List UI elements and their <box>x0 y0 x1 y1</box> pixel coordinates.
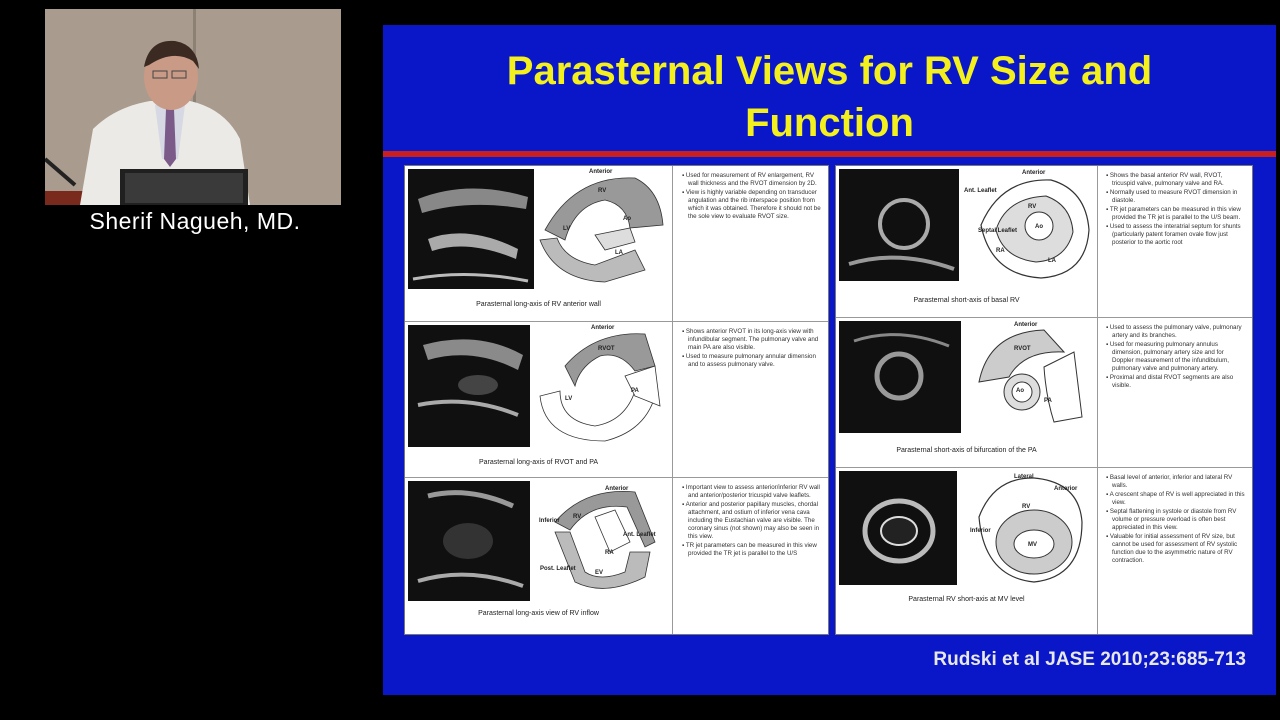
diagram-label: Inferior <box>970 528 991 534</box>
description-cell <box>1097 166 1252 317</box>
table-row <box>405 478 828 634</box>
echo-scan <box>408 169 534 289</box>
table-row <box>836 318 1252 468</box>
left-views-table <box>404 165 829 635</box>
diagram-label: Anterior <box>589 169 613 175</box>
bullet-item: ▪ A crescent shape of RV is well appreciated in this view. <box>1106 491 1245 506</box>
presentation-slide <box>383 25 1276 695</box>
diagram-label: RVOT <box>598 346 615 352</box>
description-cell <box>1097 318 1252 467</box>
echo-scan <box>839 321 961 433</box>
bullet-item: ▪ Used to assess the pulmonary valve, pulmonary artery and its branches. <box>1106 324 1242 339</box>
echo-image <box>408 169 534 289</box>
bullet-item: ▪ Used for measurement of RV enlargement, RV wall thickness and the RVOT dimension by 2D. <box>682 172 817 187</box>
diagram-label: EV <box>595 570 604 576</box>
diagram-label: Anterior <box>605 486 629 492</box>
diagram-label: RV <box>598 188 607 194</box>
description-cell <box>673 478 828 634</box>
speaker-video <box>45 9 341 205</box>
echo-scan <box>408 481 530 601</box>
diagram-label: Anterior <box>1022 170 1046 176</box>
diagram-label: MV <box>1028 542 1037 548</box>
echo-scan <box>839 169 959 281</box>
bullet-item: ▪ Used to measure pulmonary annular dimension and to assess pulmonary valve. <box>682 353 816 368</box>
view-caption: Parasternal long-axis of RVOT and PA <box>478 459 599 466</box>
diagram-label: PA <box>631 388 639 394</box>
echo-scan <box>839 471 957 585</box>
echo-image <box>408 481 530 601</box>
bullet-item: ▪ Basal level of anterior, inferior and lateral RV walls. <box>1106 474 1233 489</box>
description-cell <box>673 166 828 321</box>
diagram-label: Anterior <box>591 325 615 331</box>
bullet-item: ▪ Proximal and distal RVOT segments are also visible. <box>1106 374 1234 389</box>
bullet-item: ▪ Anterior and posterior papillary muscles, chordal attachment, and ostium of inferior vena cava including the Eustachian valve are visible. The coronary sinus (not shown) may also be seen in this view. <box>682 501 820 540</box>
diagram-label: Post. Leaflet <box>540 566 576 572</box>
bullet-item: ▪ Shows the basal anterior RV wall, RVOT, tricuspid valve, pulmonary valve and RA. <box>1106 172 1224 187</box>
diagram-label: Ant. Leaflet <box>964 188 997 194</box>
diagram-label: Septal Leaflet <box>978 228 1018 234</box>
right-views-table <box>835 165 1253 635</box>
bullet-item: ▪ Valuable for initial assessment of RV size, but cannot be used for assessment of RV systolic function due to the asymmetric nature of RV contraction. <box>1106 533 1238 564</box>
title-divider <box>383 151 1276 157</box>
bullet-item: ▪ View is highly variable depending on transducer angulation and the rib interspace position from which it was obtained. Therefore it should not be the sole view to evaluate RVOT size. <box>682 189 821 220</box>
diagram-label: RVOT <box>1014 346 1031 352</box>
diagram-label: RV <box>1022 504 1031 510</box>
view-caption: Parasternal long-axis of RV anterior wall <box>476 301 601 308</box>
bullet-item: ▪ Septal flattening in systole or diastole from RV volume or pressure overload is often best appreciated in this view. <box>1106 508 1237 531</box>
diagram-label: Anterior <box>1014 322 1038 328</box>
diagram-label: Ant. Leaflet <box>623 532 656 538</box>
diagram-label: Anterior <box>1054 486 1078 492</box>
image-cell <box>836 318 1098 467</box>
diagram-label: Ao <box>1016 388 1024 394</box>
table-row <box>836 166 1252 318</box>
diagram-label: Lateral <box>1014 474 1034 480</box>
description-cell <box>1097 468 1252 634</box>
echo-image <box>839 321 961 433</box>
diagram-label: LV <box>563 226 571 232</box>
diagram-label: RA <box>605 550 614 556</box>
bullet-item: ▪ TR jet parameters can be measured in this view provided the TR jet is parallel to the U/S beam. <box>1106 206 1241 221</box>
diagram-label: PA <box>1044 398 1052 404</box>
echo-image <box>839 471 957 585</box>
slide-citation: Rudski et al JASE 2010;23:685-713 <box>933 649 1246 670</box>
diagram-label: LA <box>1048 258 1056 264</box>
bullet-item: ▪ TR jet parameters can be measured in this view provided the TR jet is parallel to the U/S <box>682 542 817 557</box>
bullet-item: ▪ Normally used to measure RVOT dimension in diastole. <box>1106 189 1238 204</box>
image-cell <box>405 322 673 477</box>
image-cell <box>405 166 673 321</box>
diagram-label: LA <box>615 250 623 256</box>
table-row <box>405 166 828 322</box>
echo-image <box>408 325 530 447</box>
diagram-label: RA <box>996 248 1005 254</box>
slide-title <box>383 45 1276 149</box>
image-cell <box>836 468 1098 634</box>
table-row <box>405 322 828 478</box>
diagram-label: Ao <box>623 216 631 222</box>
table-row <box>836 468 1252 634</box>
bullet-item: ▪ Shows anterior RVOT in its long-axis view with infundibular segment. The pulmonary valve and main PA are also visible. <box>682 328 819 351</box>
slide-title-line-1: Parasternal Views for RV Size and <box>506 49 1153 93</box>
diagram-label: RV <box>1028 204 1037 210</box>
image-cell <box>836 166 1098 317</box>
bullet-item: ▪ Used for measuring pulmonary annulus dimension, pulmonary artery size and for Doppler measurement of the infundibulum, pulmonary valve and pulmonary artery. <box>1106 341 1229 372</box>
diagram-label: Inferior <box>539 518 560 524</box>
rv-inflow-diagram <box>535 482 669 600</box>
image-cell <box>405 478 673 634</box>
speaker-image <box>45 9 341 205</box>
diagram-label: RV <box>573 514 582 520</box>
pa-bifurcation-diagram <box>964 322 1094 440</box>
diagram-label: LV <box>565 396 573 402</box>
view-caption: Parasternal short-axis of basal RV <box>913 297 1020 304</box>
view-caption: Parasternal short-axis of bifurcation of the PA <box>896 447 1037 454</box>
echo-scan <box>408 325 530 447</box>
description-cell <box>673 322 828 477</box>
speaker-name: Sherif Nagueh, MD. <box>89 208 301 234</box>
slide-title-line-2: Function <box>745 101 914 145</box>
diagram-label: Ao <box>1035 224 1043 230</box>
view-caption: Parasternal long-axis view of RV inflow <box>478 610 599 617</box>
bullet-item: ▪ Used to assess the interatrial septum for shunts (particularly patent foramen ovale flow just posterior to the aortic root <box>1106 223 1241 246</box>
echo-image <box>839 169 959 281</box>
view-caption: Parasternal RV short-axis at MV level <box>908 596 1025 603</box>
rvot-pa-diagram <box>535 326 669 444</box>
bullet-item: ▪ Important view to assess anterior/inferior RV wall and anterior/posterior tricuspid valve leaflets. <box>682 484 820 499</box>
